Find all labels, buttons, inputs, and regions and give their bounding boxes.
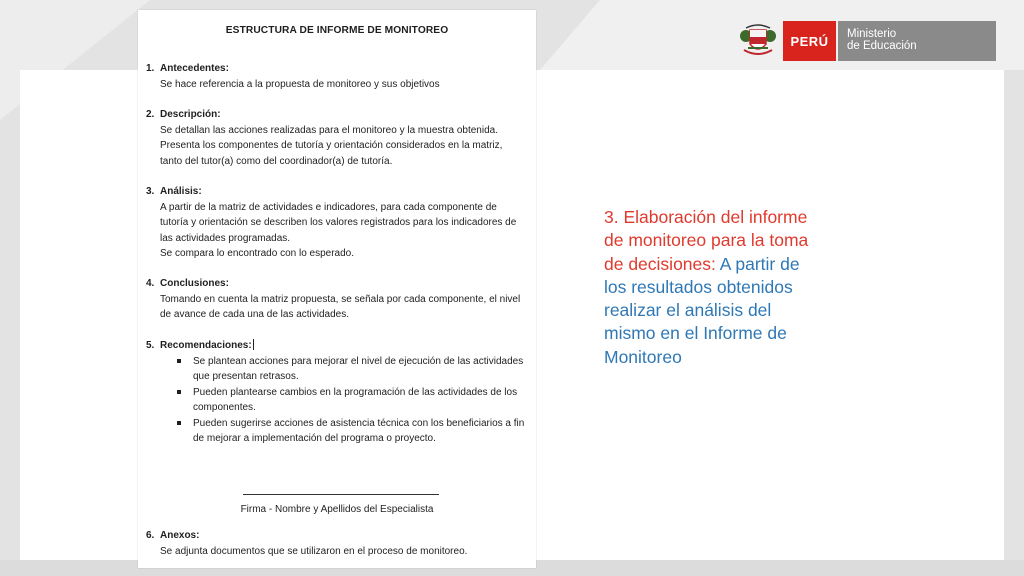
section-heading: Anexos: [160,530,200,541]
section-number: 4. [146,278,155,289]
section-line: tanto del tutor(a) como del coordinador(a) de tutoría. [160,155,393,167]
ministry-line1: Ministerio [847,28,897,40]
section-line: Se adjunta documentos que se utilizaron en el proceso de monitoreo. [160,545,468,557]
section-heading: Conclusiones: [160,278,229,289]
section-conclusiones [146,276,526,323]
section-line: las actividades programadas. [160,232,291,244]
section-descripcion [146,107,526,169]
ministry-line2: de Educación [847,39,917,52]
signature-line [243,494,439,495]
section-recomendaciones [146,338,526,447]
section-number: 3. [146,186,155,197]
section-heading: Descripción: [160,109,221,120]
section-heading-text: Recomendaciones: [160,340,252,351]
section-number: 5. [146,340,155,351]
step-body: A partir de los resultados obtenidos realizar el análisis del mismo en el Informe de Monitoreo [604,253,800,367]
ministry-logo [838,21,996,61]
recommendations-list [174,354,526,447]
section-line: tutoría y orientación se describen los valores registrados para los indicadores de [160,217,517,228]
section-line: Se compara lo encontrado con lo esperado. [160,248,355,259]
peru-logo: PERÚ [783,21,836,61]
step-highlight: 3. Elaboración del informe de monitoreo para la toma de decisiones: [604,207,809,274]
section-heading: Antecedentes: [160,63,229,74]
section-number: 1. [146,63,155,74]
section-anexos [146,528,526,559]
section-line: Tomando en cuenta la matriz propuesta, se señala por cada componente, el nivel [160,293,521,305]
text-cursor [253,339,254,350]
step-description [604,206,814,369]
document-title: ESTRUCTURA DE INFORME DE MONITOREO [225,25,449,36]
list-item: Pueden plantearse cambios en la programación de las actividades de los componentes. [174,385,526,416]
peru-coat-of-arms-icon [738,22,778,60]
section-heading [160,338,526,354]
section-line: Presenta los componentes de tutoría y orientación considerados en la matriz, [160,140,503,151]
list-item: Pueden sugerirse acciones de asistencia técnica con los beneficiarios a fin de mejorar a implementación del programa o proyecto. [174,416,526,447]
section-number: 6. [146,530,155,541]
section-line: Se detallan las acciones realizadas para el monitoreo y la muestra obtenida. [160,124,498,136]
list-item: Se plantean acciones para mejorar el nivel de ejecución de las actividades que presentan retrasos. [174,354,526,385]
section-antecedentes [146,61,526,92]
signature-label: Firma - Nombre y Apellidos del Especialista [240,504,434,515]
report-structure-document [138,10,536,568]
section-heading: Análisis: [160,186,202,197]
section-line: Se hace referencia a la propuesta de monitoreo y sus objetivos [160,78,440,90]
section-analisis [146,184,526,262]
section-line: A partir de la matriz de actividades e indicadores, para cada componente de [160,201,497,213]
section-line: de avance de cada una de las actividades. [160,309,350,320]
section-number: 2. [146,109,155,120]
